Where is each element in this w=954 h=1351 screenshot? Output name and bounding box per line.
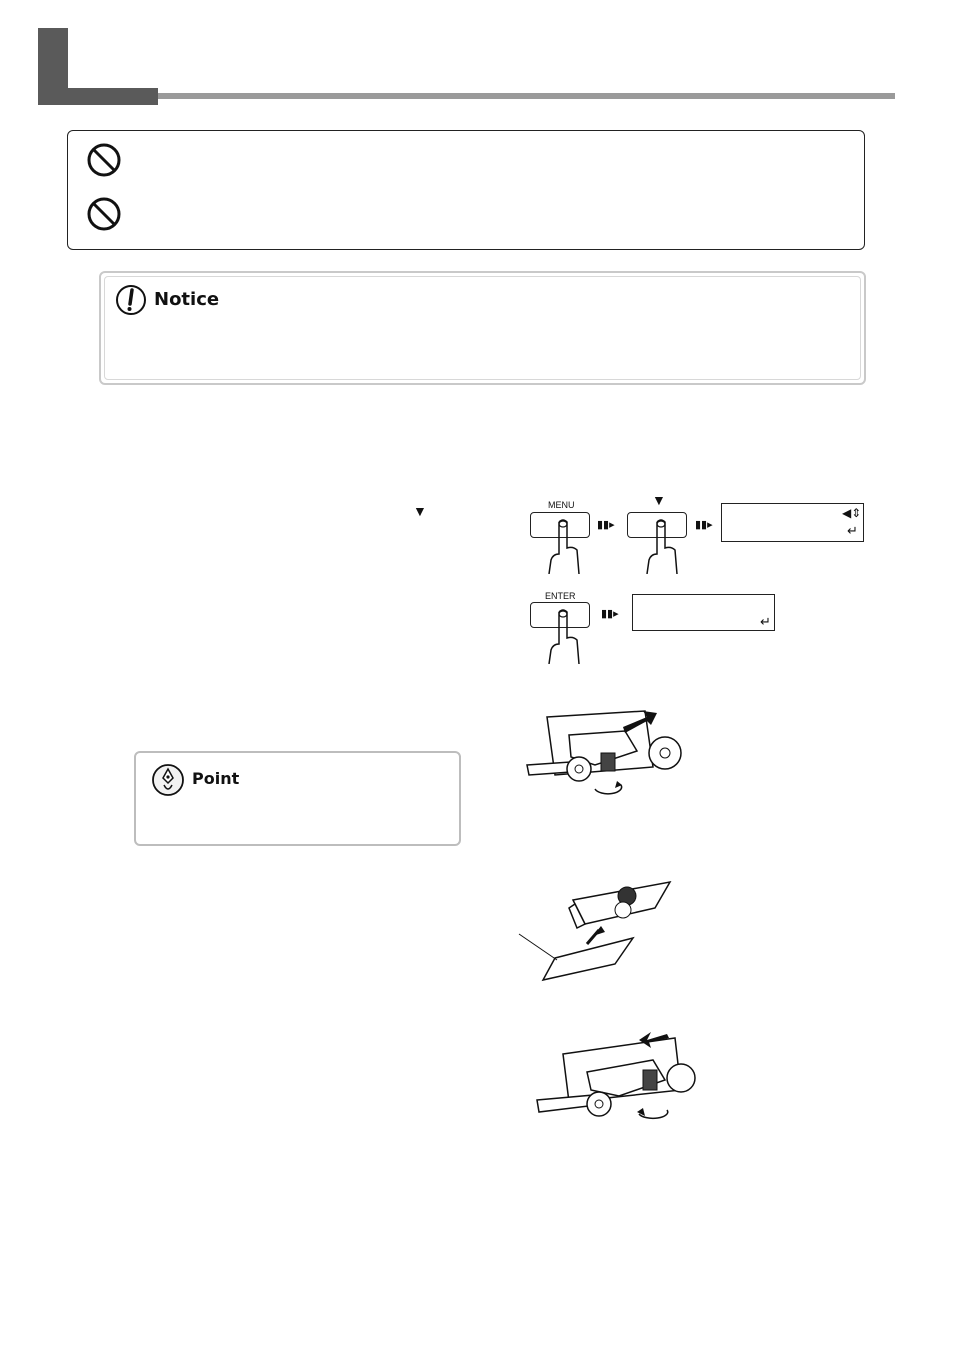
warning-box bbox=[67, 130, 865, 250]
blade-holder-loosen-illustration bbox=[525, 705, 685, 795]
menu-key-label: MENU bbox=[548, 500, 575, 510]
header-rule bbox=[158, 93, 895, 99]
sequence-arrow: ▮▮▸ bbox=[695, 519, 713, 531]
prohibited-icon bbox=[87, 143, 121, 177]
pointing-hand-icon bbox=[543, 518, 585, 574]
down-key-symbol: ▼ bbox=[413, 503, 427, 519]
enter-return-icon: ↵ bbox=[847, 523, 858, 538]
pointing-hand-icon bbox=[543, 608, 585, 664]
prohibited-icon bbox=[87, 197, 121, 231]
notice-label: Notice bbox=[154, 289, 220, 310]
point-icon bbox=[151, 763, 185, 797]
chapter-tab-cutout bbox=[68, 28, 158, 88]
down-key-label: ▼ bbox=[652, 492, 666, 508]
blade-holder-tighten-illustration bbox=[535, 1030, 700, 1125]
enter-return-icon: ↵ bbox=[760, 614, 771, 629]
point-label: Point bbox=[192, 769, 240, 788]
pointing-hand-icon bbox=[641, 518, 683, 574]
lcd-nav-icon: ◀⇕ bbox=[842, 506, 862, 520]
enter-key-label: ENTER bbox=[545, 591, 576, 601]
sequence-arrow: ▮▮▸ bbox=[601, 608, 619, 620]
blade-insert-illustration bbox=[515, 880, 680, 985]
lcd-display-enter bbox=[632, 594, 775, 631]
sequence-arrow: ▮▮▸ bbox=[597, 519, 615, 531]
notice-exclamation-icon bbox=[115, 284, 147, 316]
